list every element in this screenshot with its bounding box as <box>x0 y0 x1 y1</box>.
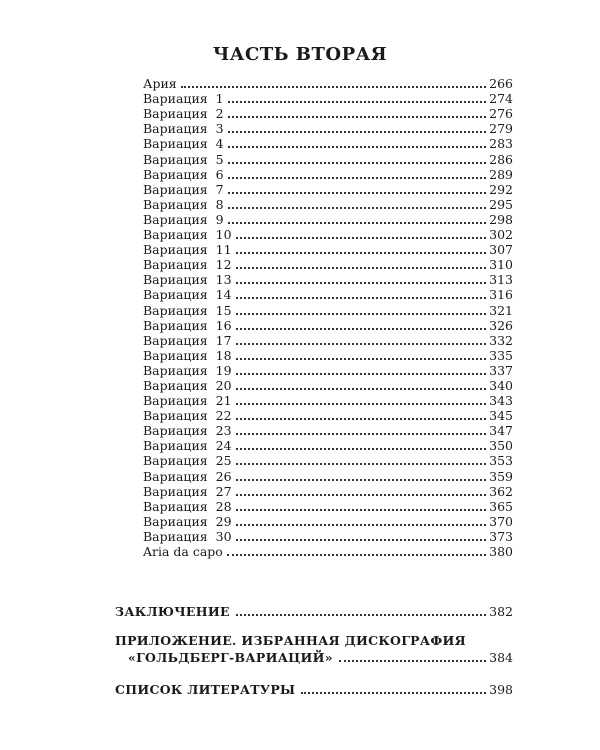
toc-entry[interactable] <box>143 333 513 348</box>
toc-entry-page: 286 <box>489 151 513 167</box>
dot-leader <box>236 328 487 330</box>
toc-entry[interactable] <box>143 453 513 468</box>
dot-leader <box>236 237 487 239</box>
toc-entry-page: 347 <box>489 423 513 439</box>
toc-entry-label: Ария <box>143 76 177 92</box>
toc-entry-label: Вариация 20 <box>143 377 232 393</box>
toc-entry-label: Вариация 15 <box>143 302 232 318</box>
toc-entry[interactable] <box>143 408 513 423</box>
toc-entry-appendix[interactable] <box>115 633 513 665</box>
dot-leader <box>236 403 487 405</box>
dot-leader <box>236 463 487 465</box>
toc-entry-label: Вариация 27 <box>143 483 232 499</box>
toc-entry-page: 326 <box>489 317 513 333</box>
toc-entry[interactable] <box>143 287 513 302</box>
toc-entry-label: Вариация 11 <box>143 242 232 258</box>
toc-entry[interactable] <box>143 106 513 121</box>
toc-entry-label: Вариация 10 <box>143 227 232 243</box>
toc-entry-label: Вариация 25 <box>143 453 232 469</box>
dot-leader <box>228 116 487 118</box>
dot-leader <box>236 267 487 269</box>
toc-entry-page: 310 <box>489 257 513 273</box>
toc-sections <box>115 604 513 697</box>
toc-entry[interactable] <box>143 121 513 136</box>
toc-entry-page: 384 <box>489 650 513 665</box>
toc-entry-label: Aria da capo <box>143 544 223 559</box>
part-title: ЧАСТЬ ВТОРАЯ <box>212 44 388 65</box>
toc-entry-label: Вариация 19 <box>143 362 232 378</box>
toc-entry-page: 266 <box>489 76 513 92</box>
toc-entry-label: Вариация 7 <box>143 181 224 197</box>
toc-entry-label: Вариация 29 <box>143 513 232 529</box>
toc-entry[interactable] <box>143 242 513 257</box>
toc-entry-label: Вариация 23 <box>143 423 232 439</box>
toc-entry-page: 292 <box>489 181 513 197</box>
dot-leader <box>236 252 487 254</box>
toc-entry[interactable] <box>143 318 513 333</box>
toc-entry-page: 343 <box>489 393 513 409</box>
toc-entry-label: Вариация 16 <box>143 317 232 333</box>
toc-entry-label-continued: «ГОЛЬДБЕРГ-ВАРИАЦИЙ» <box>128 650 333 665</box>
toc-entry-page: 382 <box>489 604 513 619</box>
toc-entry-label: Вариация 5 <box>143 151 224 167</box>
toc-entry-page: 313 <box>489 272 513 288</box>
toc-entry[interactable] <box>143 227 513 242</box>
toc-entry-label: СПИСОК ЛИТЕРАТУРЫ <box>115 682 296 697</box>
toc-entry-label: Вариация 6 <box>143 166 224 182</box>
toc-entry[interactable] <box>143 393 513 408</box>
toc-entry-label: Вариация 8 <box>143 196 224 212</box>
toc-entry[interactable] <box>143 182 513 197</box>
toc-entry[interactable] <box>143 257 513 272</box>
toc-entry-page: 345 <box>489 408 513 424</box>
dot-leader <box>228 192 487 194</box>
toc-entry[interactable] <box>143 499 513 514</box>
toc-entry-label: Вариация 12 <box>143 257 232 273</box>
dot-leader <box>339 660 486 662</box>
toc-entry[interactable] <box>143 468 513 483</box>
dot-leader <box>236 448 487 450</box>
toc-entry-page: 398 <box>489 682 513 697</box>
toc-entry-conclusion[interactable] <box>115 604 513 619</box>
toc-entry[interactable] <box>143 348 513 363</box>
toc-entry-page: 335 <box>489 347 513 363</box>
dot-leader <box>236 418 487 420</box>
toc-entry-page: 340 <box>489 377 513 393</box>
dot-leader <box>236 373 487 375</box>
toc-entry-label: Вариация 9 <box>143 211 224 227</box>
dot-leader <box>228 222 487 224</box>
toc-entry-page: 380 <box>489 544 513 559</box>
toc-entry-label: Вариация 26 <box>143 468 232 484</box>
toc-entry-page: 283 <box>489 136 513 152</box>
dot-leader <box>181 86 486 88</box>
toc-entry-label: ЗАКЛЮЧЕНИЕ <box>115 604 230 619</box>
toc-entry-page: 302 <box>489 227 513 243</box>
toc-entry-label: Вариация 30 <box>143 528 232 544</box>
toc-entry-page: 316 <box>489 287 513 303</box>
toc-entry[interactable] <box>143 363 513 378</box>
toc-entry[interactable] <box>143 514 513 529</box>
dot-leader <box>236 539 487 541</box>
toc-entry[interactable] <box>143 151 513 166</box>
toc-entry-page: 295 <box>489 196 513 212</box>
toc-entry[interactable] <box>143 423 513 438</box>
toc-entry-page: 353 <box>489 453 513 469</box>
toc-entry[interactable] <box>143 529 513 544</box>
toc-entry-label: Вариация 21 <box>143 393 232 409</box>
toc-entry-label: Вариация 13 <box>143 272 232 288</box>
toc-entry-page: 359 <box>489 468 513 484</box>
dot-leader <box>236 297 487 299</box>
toc-entry-page: 276 <box>489 106 513 122</box>
toc-entry[interactable] <box>143 136 513 151</box>
toc-entry[interactable] <box>143 167 513 182</box>
toc-entry-label: Вариация 28 <box>143 498 232 514</box>
toc-entry-page: 332 <box>489 332 513 348</box>
toc-entry[interactable] <box>143 302 513 317</box>
toc-entry-page: 321 <box>489 302 513 318</box>
dot-leader <box>227 554 486 556</box>
dot-leader <box>228 131 487 133</box>
toc-list <box>143 76 513 559</box>
dot-leader <box>236 358 487 360</box>
toc-entry-page: 274 <box>489 91 513 107</box>
toc-entry-page: 337 <box>489 362 513 378</box>
dot-leader <box>236 313 487 315</box>
toc-entry-label: Вариация 14 <box>143 287 232 303</box>
dot-leader <box>228 177 487 179</box>
toc-entry-label: Вариация 18 <box>143 347 232 363</box>
toc-entry-page: 373 <box>489 528 513 544</box>
toc-entry-label: Вариация 2 <box>143 106 224 122</box>
toc-entry[interactable] <box>143 544 513 559</box>
toc-entry[interactable] <box>143 76 513 91</box>
toc-entry-label: ПРИЛОЖЕНИЕ. ИЗБРАННАЯ ДИСКОГРАФИЯ <box>115 633 466 648</box>
toc-entry[interactable] <box>143 272 513 287</box>
toc-entry-label: Вариация 3 <box>143 121 224 137</box>
toc-entry-bibliography[interactable] <box>115 682 513 697</box>
toc-entry[interactable] <box>143 378 513 393</box>
toc-entry-page: 289 <box>489 166 513 182</box>
dot-leader <box>228 207 487 209</box>
dot-leader <box>301 692 486 694</box>
toc-entry-page: 298 <box>489 211 513 227</box>
toc-entry-label: Вариация 24 <box>143 438 232 454</box>
dot-leader <box>236 388 487 390</box>
dot-leader <box>228 146 487 148</box>
toc-entry-page: 350 <box>489 438 513 454</box>
toc-entry-page: 365 <box>489 498 513 514</box>
toc-entry[interactable] <box>143 212 513 227</box>
dot-leader <box>236 282 487 284</box>
dot-leader <box>236 494 487 496</box>
dot-leader <box>228 162 487 164</box>
toc-entry-page: 362 <box>489 483 513 499</box>
dot-leader <box>236 433 487 435</box>
dot-leader <box>236 614 486 616</box>
toc-entry-label: Вариация 17 <box>143 332 232 348</box>
dot-leader <box>236 479 487 481</box>
toc-entry-page: 370 <box>489 513 513 529</box>
dot-leader <box>236 343 487 345</box>
toc-entry-label: Вариация 4 <box>143 136 224 152</box>
dot-leader <box>228 101 487 103</box>
toc-entry[interactable] <box>143 91 513 106</box>
toc-entry-label: Вариация 1 <box>143 91 224 107</box>
toc-entry-label: Вариация 22 <box>143 408 232 424</box>
toc-entry[interactable] <box>143 438 513 453</box>
toc-entry[interactable] <box>143 484 513 499</box>
toc-entry-page: 279 <box>489 121 513 137</box>
dot-leader <box>236 509 487 511</box>
toc-entry-page: 307 <box>489 242 513 258</box>
dot-leader <box>236 524 487 526</box>
toc-entry[interactable] <box>143 197 513 212</box>
